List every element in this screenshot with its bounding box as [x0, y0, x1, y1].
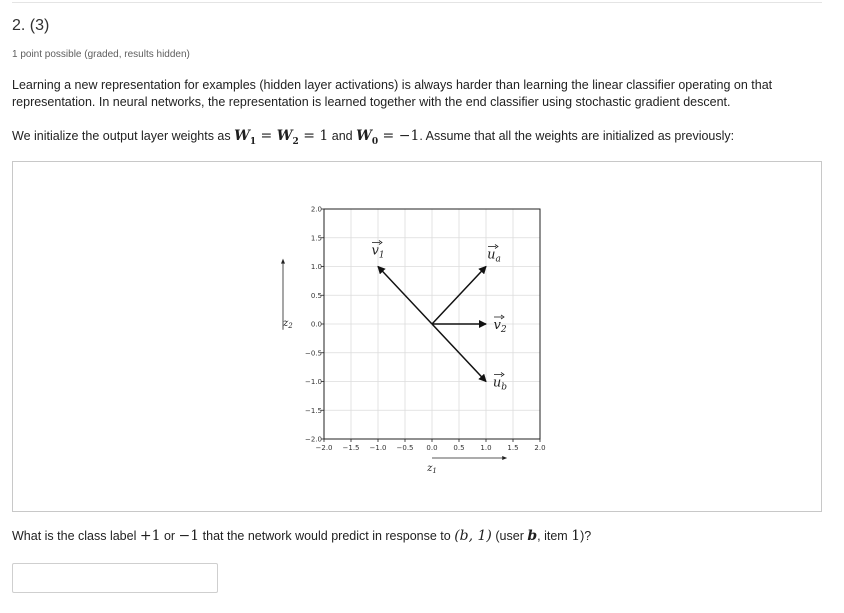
y-tick-label: 0.0 — [310, 320, 322, 329]
vector-label-text: $u_a$ — [487, 247, 501, 265]
vector-label-sub: 1 — [378, 250, 385, 261]
vector-label-text: $v_2$ — [493, 318, 507, 335]
question-user: (user — [491, 529, 528, 543]
x-tick-label: 0.0 — [426, 444, 438, 452]
vector-label-text: $u_b$ — [492, 375, 508, 393]
x-tick-label: 0.5 — [453, 444, 465, 452]
y-tick-label: −1.5 — [305, 406, 322, 415]
x-tick-label: −0.5 — [396, 444, 414, 452]
math-w0: $W_0$ — [356, 128, 379, 147]
x-axis-label-sub: 1 — [432, 467, 437, 475]
math-minus-one: −1 — [178, 528, 200, 544]
vector-label-ua — [487, 245, 501, 265]
x-axis-arrowhead — [502, 456, 507, 460]
math-user-var: b — [527, 528, 538, 544]
vector-label-sub: a — [495, 254, 501, 265]
y-axis-arrowhead — [281, 259, 285, 264]
weights-and: and — [328, 129, 357, 143]
vector-label-sub: 2 — [500, 325, 507, 335]
y-tick-label: 1.0 — [310, 263, 322, 271]
y-tick-label: −2.0 — [305, 435, 322, 444]
y-tick-label: −1.0 — [305, 378, 322, 386]
paragraph-intro: Learning a new representation for examples (hidden layer activations) is always harder than learning the linear classifier operating on that representation. In neural networks, the representation is learned together with the end classifier using stochastic gradient descent. — [12, 78, 773, 109]
y-tick-label: 1.5 — [310, 234, 322, 243]
x-tick-label: 2.0 — [534, 444, 546, 452]
vector-label-sub: b — [501, 382, 508, 393]
vector-plot — [13, 162, 821, 511]
math-w2: $W_2$ — [276, 128, 299, 147]
math-plus-one: +1 — [139, 528, 161, 544]
answer-input[interactable] — [12, 563, 218, 593]
y-tick-label: −0.5 — [305, 349, 322, 358]
vector-label-v2 — [493, 315, 506, 335]
top-divider — [12, 2, 822, 3]
vector-label-text: $v_1$ — [371, 243, 385, 261]
math-eq1: = — [256, 128, 277, 144]
y-axis-label: $z_2$ — [283, 318, 293, 330]
math-item-num: 1 — [571, 528, 581, 544]
math-eq3: = −1 — [378, 128, 420, 144]
y-tick-label: 2.0 — [310, 205, 322, 214]
weights-suffix: . Assume that all the weights are initialized as previously: — [419, 129, 735, 143]
x-tick-label: −1.0 — [369, 444, 387, 452]
x-tick-label: 1.5 — [507, 444, 519, 452]
x-tick-label: −2.0 — [315, 444, 333, 452]
math-w1: $W_1$ — [234, 128, 257, 147]
vector-label-v1 — [371, 241, 384, 261]
x-tick-label: 1.0 — [480, 444, 492, 452]
weights-prefix: We initialize the output layer weights as — [12, 129, 235, 143]
vector-label-ub — [493, 373, 507, 393]
y-axis-label-sub: 2 — [288, 322, 293, 330]
paragraph-weights — [12, 128, 822, 151]
question-item: , item — [537, 529, 572, 543]
y-tick-label: 0.5 — [310, 291, 322, 300]
question-text — [12, 528, 591, 544]
math-eq2: = 1 — [298, 128, 329, 144]
problem-meta: 1 point possible (graded, results hidden) — [12, 49, 190, 60]
x-axis-label: $z_1$ — [427, 463, 437, 475]
problem-title: 2. (3) — [12, 17, 50, 34]
question-middle: that the network would predict in response to — [199, 529, 455, 543]
question-or: or — [160, 529, 179, 543]
figure-box — [12, 161, 822, 512]
x-tick-label: −1.5 — [342, 444, 360, 452]
question-close: )? — [580, 529, 592, 543]
math-point: (b, 1) — [454, 528, 492, 544]
question-prefix: What is the class label — [12, 529, 140, 543]
